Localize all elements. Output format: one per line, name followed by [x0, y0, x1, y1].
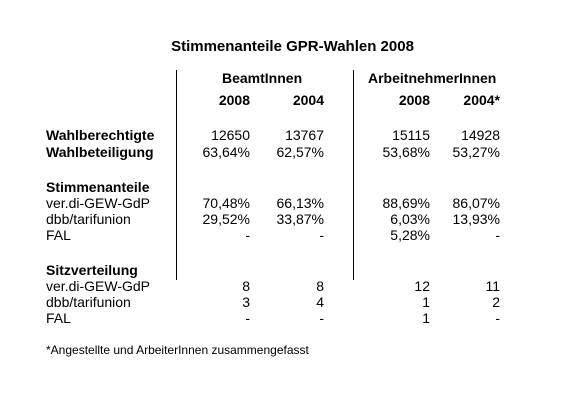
- table-cell: -: [245, 227, 250, 243]
- table-cell: 13767: [285, 127, 324, 143]
- column-divider-left: [176, 70, 177, 280]
- row-label: FAL: [46, 227, 71, 243]
- column-divider-right: [353, 70, 354, 280]
- table-cell: 2: [492, 294, 500, 310]
- table-cell: 1: [422, 294, 430, 310]
- section-heading: Sitzverteilung: [46, 262, 138, 278]
- table-cell: -: [495, 227, 500, 243]
- table-cell: 53,68%: [382, 144, 430, 160]
- table-cell: 33,87%: [276, 211, 324, 227]
- section-heading: Stimmenanteile: [46, 179, 150, 195]
- row-label: ver.di-GEW-GdP: [46, 278, 150, 294]
- table-cell: 1: [422, 310, 430, 326]
- row-label: Wahlbeteiligung: [46, 144, 154, 160]
- table-cell: 5,28%: [390, 227, 430, 243]
- table-cell: 4: [316, 294, 324, 310]
- page-title: Stimmenanteile GPR-Wahlen 2008: [171, 38, 414, 55]
- table-cell: -: [245, 310, 250, 326]
- year-header: 2004*: [463, 92, 500, 108]
- table-cell: 11: [485, 278, 500, 294]
- row-label: dbb/tarifunion: [46, 294, 131, 310]
- table-cell: 14928: [461, 127, 500, 143]
- group-header-beamtinnen: BeamtInnen: [222, 70, 303, 86]
- table-cell: 62,57%: [276, 144, 324, 160]
- row-label: FAL: [46, 310, 71, 326]
- table-cell: 66,13%: [276, 195, 324, 211]
- table-cell: 12: [414, 278, 430, 294]
- table-cell: -: [319, 310, 324, 326]
- row-label: dbb/tarifunion: [46, 211, 131, 227]
- table-cell: 8: [242, 278, 250, 294]
- table-cell: 86,07%: [452, 195, 500, 211]
- table-cell: 88,69%: [382, 195, 430, 211]
- year-header: 2008: [218, 92, 250, 108]
- table-cell: -: [495, 310, 500, 326]
- table-cell: 29,52%: [202, 211, 250, 227]
- table-cell: 15115: [392, 127, 430, 143]
- table-cell: -: [319, 227, 324, 243]
- table-cell: 70,48%: [202, 195, 250, 211]
- year-header: 2004: [292, 92, 324, 108]
- table-cell: 13,93%: [452, 211, 500, 227]
- table-cell: 12650: [211, 127, 250, 143]
- group-header-arbeitnehmerinnen: ArbeitnehmerInnen: [368, 70, 497, 86]
- table-cell: 53,27%: [452, 144, 500, 160]
- row-label: Wahlberechtigte: [46, 127, 155, 143]
- row-label: ver.di-GEW-GdP: [46, 195, 150, 211]
- table-cell: 8: [316, 278, 324, 294]
- year-header: 2008: [398, 92, 430, 108]
- table-cell: 3: [242, 294, 250, 310]
- table-cell: 63,64%: [202, 144, 250, 160]
- table-cell: 6,03%: [390, 211, 430, 227]
- footnote: *Angestellte und ArbeiterInnen zusammengefasst: [46, 343, 309, 357]
